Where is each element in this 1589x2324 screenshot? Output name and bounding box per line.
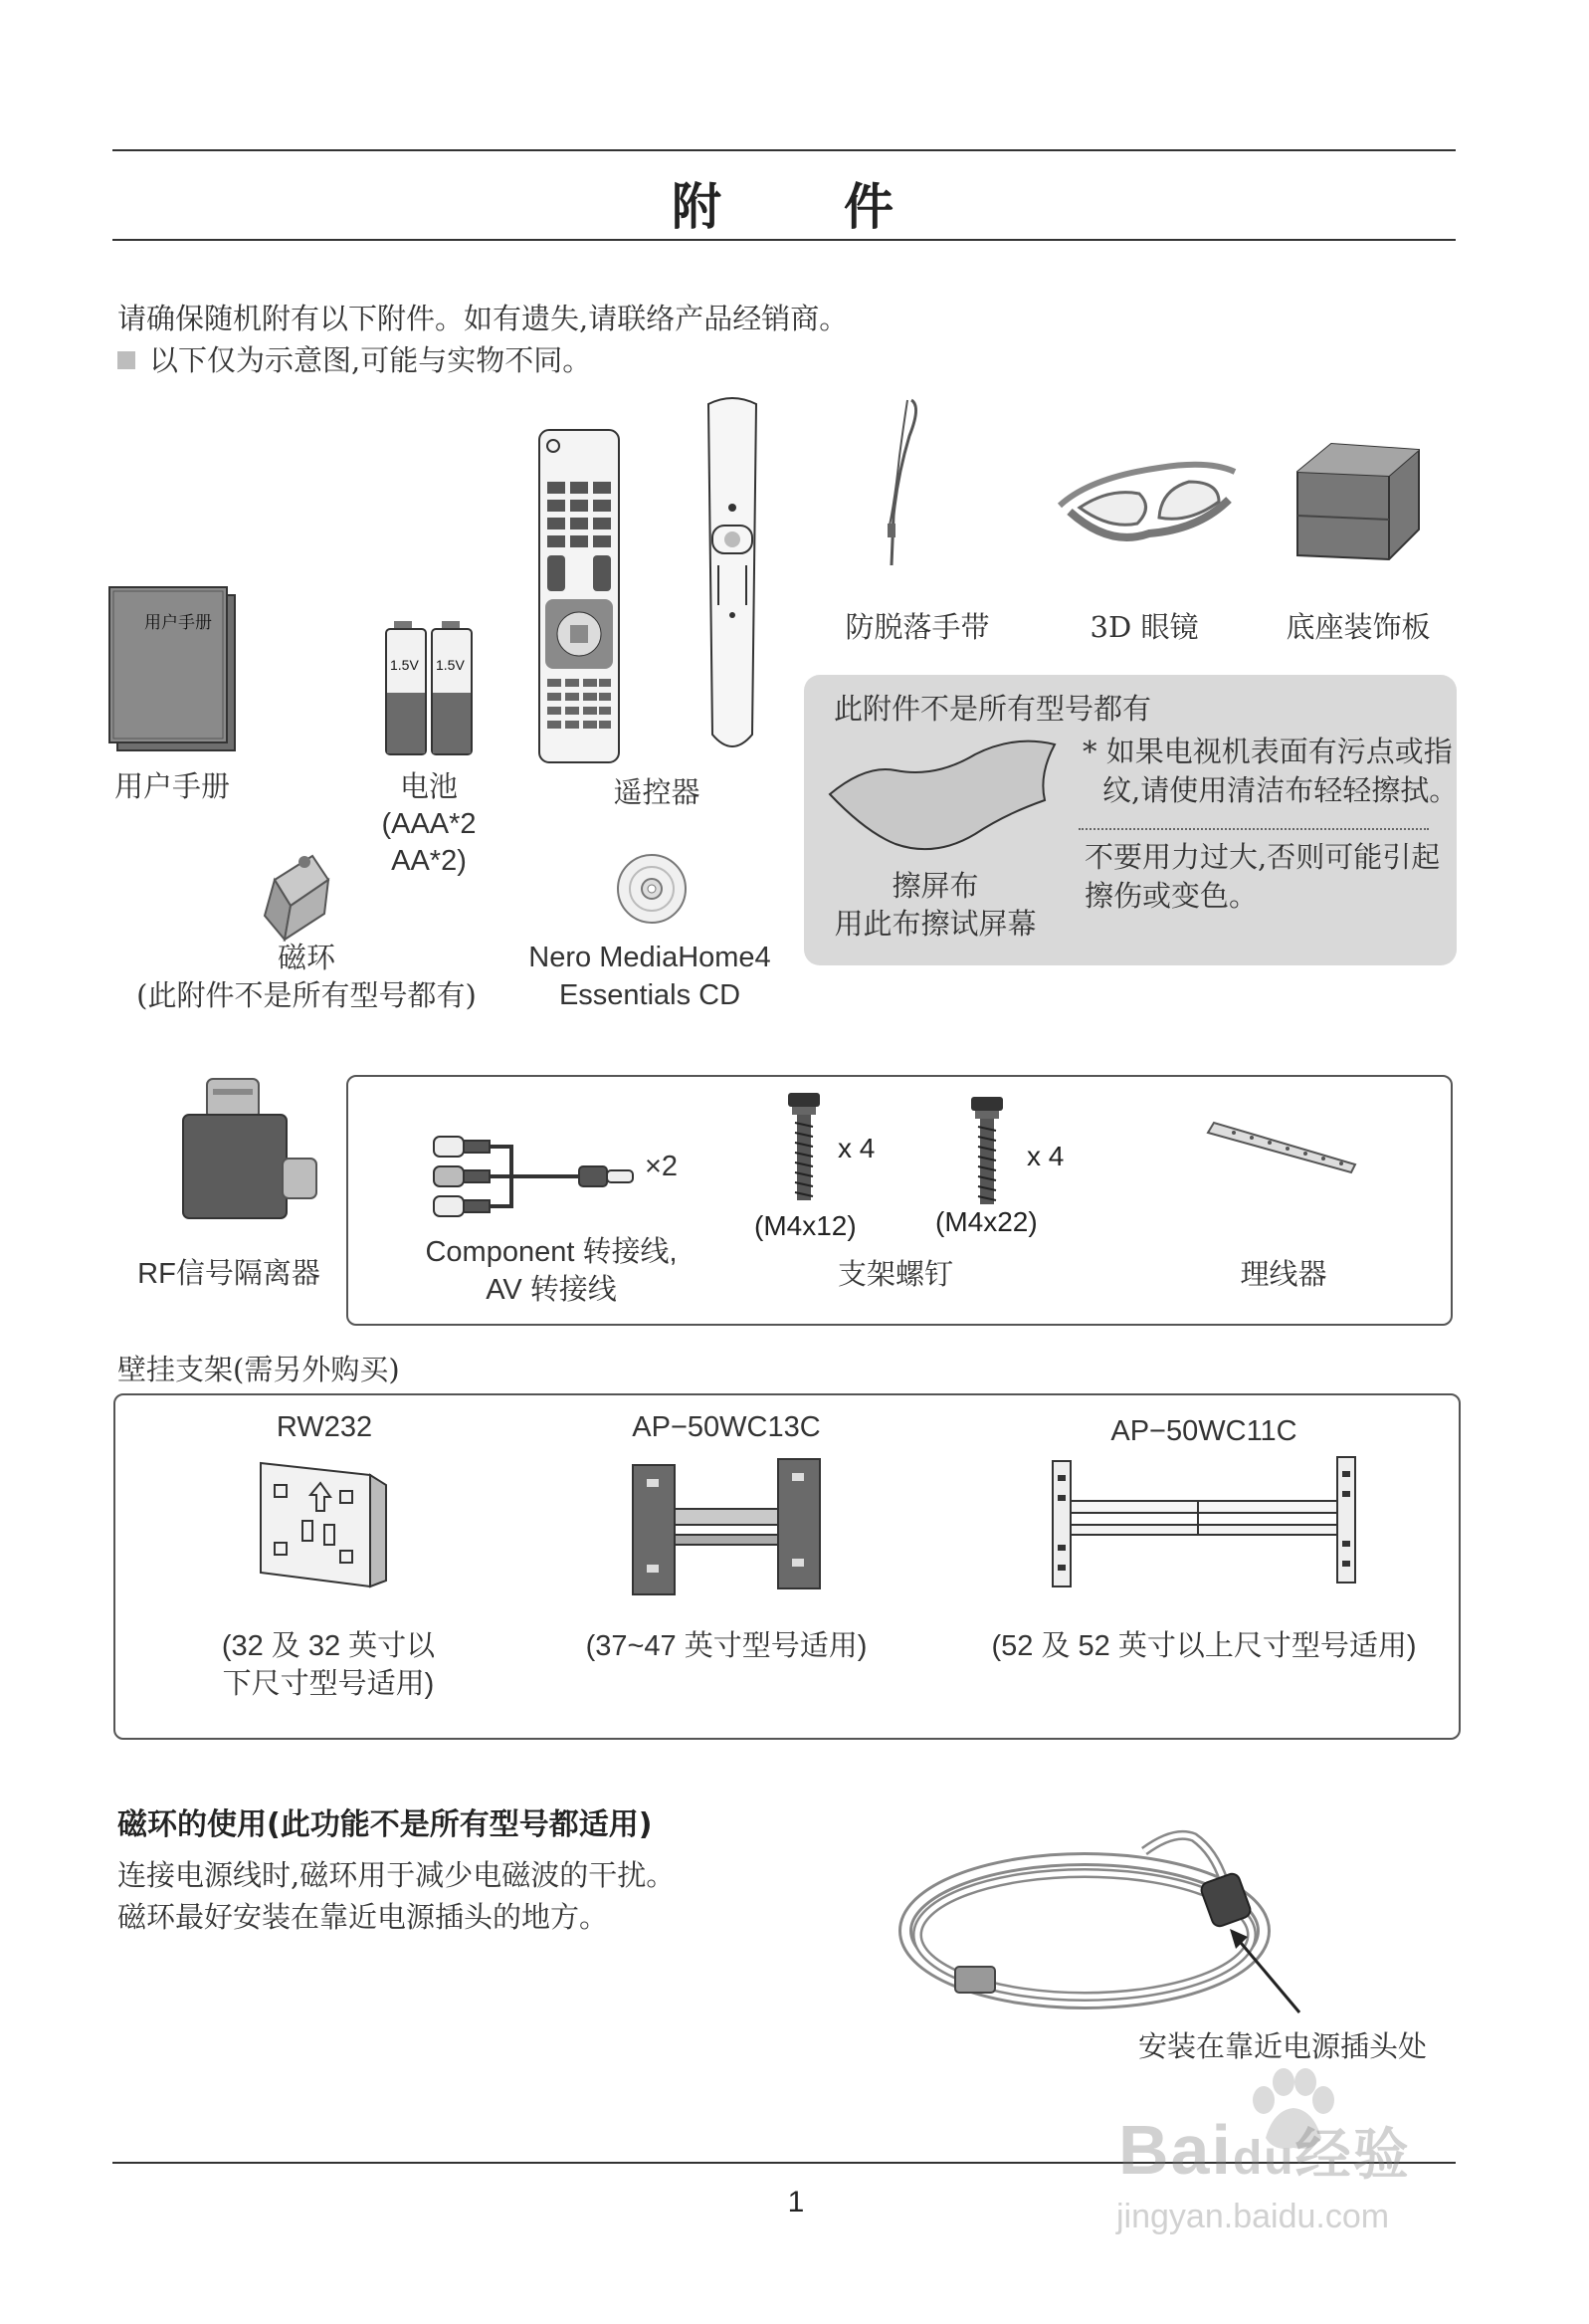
battery-label: 电池 (AAA*2 AA*2) bbox=[381, 769, 477, 878]
screw-m4x22-illustration bbox=[969, 1095, 1005, 1208]
title-underline bbox=[112, 239, 1456, 241]
manual-cover-text: 用户手册 bbox=[144, 613, 212, 633]
ferrite-usage-line-1: 连接电源线时,磁环用于减少电磁波的干扰。 bbox=[117, 1858, 676, 1892]
bracket-3-model: AP−50WC11C bbox=[1110, 1415, 1297, 1447]
page-title: 附 件 bbox=[672, 178, 896, 236]
cloth-note-divider bbox=[1079, 828, 1429, 830]
screw-m4x22-qty: x 4 bbox=[1027, 1141, 1065, 1171]
bracket-rw232-illustration bbox=[255, 1455, 394, 1594]
cloth-panel-title: 此附件不是所有型号都有 bbox=[834, 692, 1152, 726]
3d-glasses-illustration bbox=[1050, 438, 1245, 567]
screw-m4x12-size: (M4x12) bbox=[754, 1210, 857, 1241]
bracket-1-model: RW232 bbox=[276, 1411, 373, 1443]
remote-label: 遥控器 bbox=[613, 775, 700, 809]
cd-label: Nero MediaHome4 Essentials CD bbox=[528, 942, 771, 1011]
page-number: 1 bbox=[787, 2186, 805, 2218]
battery-illustration bbox=[384, 621, 476, 756]
baidu-watermark-url: jingyan.baidu.com bbox=[1116, 2198, 1390, 2235]
av-cable-multiplier: ×2 bbox=[645, 1151, 679, 1182]
magic-remote-illustration bbox=[702, 396, 762, 760]
screws-label: 支架螺钉 bbox=[837, 1257, 953, 1291]
screw-m4x12-qty: x 4 bbox=[838, 1133, 876, 1163]
ferrite-core-label: 磁环 (此附件不是所有型号都有) bbox=[136, 941, 477, 1012]
glasses-label: 3D 眼镜 bbox=[1090, 610, 1199, 644]
battery-cell-label-left: 1.5V bbox=[390, 657, 419, 673]
remote-control-illustration bbox=[537, 428, 621, 764]
bracket-1-note: (32 及 32 英寸以 下尺寸型号适用) bbox=[221, 1630, 436, 1700]
av-cable-label: Component 转接线, AV 转接线 bbox=[425, 1236, 678, 1306]
rf-isolator-label: RF信号隔离器 bbox=[137, 1258, 320, 1290]
bracket-2-note: (37~47 英寸型号适用) bbox=[585, 1630, 868, 1662]
bracket-2-model: AP−50WC13C bbox=[632, 1411, 821, 1443]
cd-illustration bbox=[615, 852, 689, 926]
cleaning-cloth-illustration bbox=[826, 735, 1061, 860]
ferrite-callout: 安装在靠近电源插头处 bbox=[1138, 2029, 1428, 2063]
bracket-ap50wc11c-illustration bbox=[1049, 1455, 1359, 1590]
intro-line-2: 以下仅为示意图,可能与实物不同。 bbox=[117, 338, 591, 379]
screw-m4x22-size: (M4x22) bbox=[935, 1206, 1038, 1237]
av-cable-illustration bbox=[430, 1127, 643, 1226]
base-plate-illustration bbox=[1291, 438, 1425, 563]
cloth-note-2: 不要用力过大,否则可能引起 擦伤或变色。 bbox=[1085, 840, 1441, 914]
cloth-label: 擦屏布 用此布擦试屏幕 bbox=[834, 869, 1037, 941]
lanyard-label: 防脱落手带 bbox=[845, 610, 990, 644]
ferrite-usage-heading: 磁环的使用(此功能不是所有型号都适用) bbox=[117, 1807, 653, 1842]
cable-holder-illustration bbox=[1204, 1115, 1359, 1178]
lanyard-illustration bbox=[864, 396, 943, 575]
bullet-square-icon bbox=[117, 351, 135, 369]
wall-mount-heading: 壁挂支架(需另外购买) bbox=[117, 1353, 400, 1386]
screw-m4x12-illustration bbox=[786, 1091, 822, 1204]
base-plate-label: 底座装饰板 bbox=[1286, 610, 1431, 644]
cloth-note-1: * 如果电视机表面有污点或指 纹,请使用清洁布轻轻擦拭。 bbox=[1083, 735, 1459, 808]
baidu-watermark: Baidu经验 bbox=[1118, 2111, 1411, 2189]
callout-arrow-icon bbox=[1226, 1927, 1305, 2016]
intro-line-1: 请确保随机附有以下附件。如有遗失,请联络产品经销商。 bbox=[117, 302, 849, 335]
top-rule bbox=[112, 149, 1456, 151]
cable-holder-label: 理线器 bbox=[1240, 1257, 1327, 1291]
ferrite-usage-line-2: 磁环最好安装在靠近电源插头的地方。 bbox=[117, 1900, 609, 1934]
bracket-3-note: (52 及 52 英寸以上尺寸型号适用) bbox=[991, 1630, 1417, 1662]
ferrite-core-illustration bbox=[255, 840, 338, 948]
battery-cell-label-right: 1.5V bbox=[436, 657, 465, 673]
rf-isolator-illustration bbox=[175, 1075, 320, 1224]
bracket-ap50wc13c-illustration bbox=[629, 1455, 824, 1604]
manual-label: 用户手册 bbox=[113, 769, 230, 803]
